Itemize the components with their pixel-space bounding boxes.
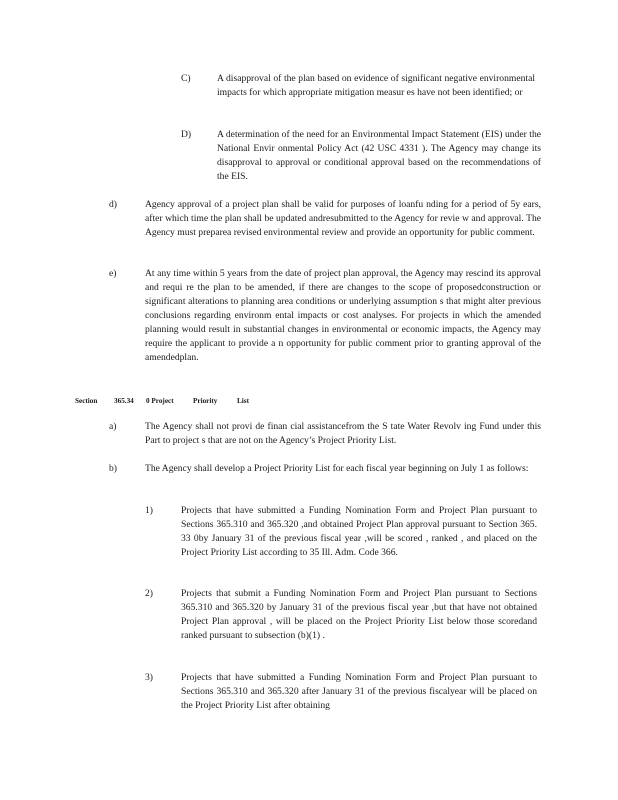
item-label-d: d) (109, 199, 117, 210)
section-word: Section (75, 397, 98, 405)
item-label-c: C) (181, 73, 191, 84)
item-label-a: a) (109, 421, 117, 432)
item-text-b: The Agency shall develop a Project Priority List for each fiscal year beginning on July 1 as follows: (145, 463, 529, 474)
item-label-2: 2) (145, 588, 153, 599)
item-text-a: The Agency shall not provi de finan cial assistancefrom the S tate Water Revolv ing Fund under this Part to project s that are not on the Agency’s Project Priority List. (145, 421, 541, 446)
section-heading (75, 396, 275, 406)
section-title-part-2: Priority (193, 397, 218, 405)
item-label-1: 1) (145, 505, 153, 516)
item-text-d: Agency approval of a project plan shall be valid for purposes of loanfu nding for a period of 5y ears, after which time the plan shall be updated andresubmitted to the Agency for revie w and approval. The Agency must preparea revised environmental review and provide an opportunity for public comment. (145, 199, 541, 238)
section-title-part-1: 0 Project (146, 397, 174, 405)
item-text-d-upper: A determination of the need for an Environmental Impact Statement (EIS) under the National Envir onmental Policy Act (42 USC 4331 ). The Agency may change its disapproval to approval or conditional approval based on the recommendations of the EIS. (217, 129, 541, 182)
item-label-e: e) (109, 268, 117, 279)
section-number: 365.34 (114, 397, 134, 405)
section-title-part-3: List (237, 397, 249, 405)
item-text-c: A disapproval of the plan based on evidence of significant negative environmental impacts for which appropriate mitigation measur es have not been identified; or (217, 73, 535, 98)
item-label-3: 3) (145, 672, 153, 683)
item-text-3: Projects that have submitted a Funding Nomination Form and Project Plan pursuant to Sections 365.310 and 365.320 after January 31 of the previous fiscalyear will be placed on the Project Priority List after obtaining (181, 672, 537, 711)
item-text-1: Projects that have submitted a Funding Nomination Form and Project Plan pursuant to Sections 365.310 and 365.320 ,and obtained Project Plan approval pursuant to Section 365. 33 0by January 31 of the previous fiscal year ,will be scored , ranked , and placed on the Project Priority List according to 35 Ill. Adm. Code 366. (181, 505, 537, 558)
item-label-d-upper: D) (181, 129, 192, 140)
item-label-b: b) (109, 463, 117, 474)
item-text-e: At any time within 5 years from the date of project plan approval, the Agency may rescind its approval and requi re the plan to be amended, if there are changes to the scope of proposedconstruction or significant alterations to planning area conditions or underlying assumption s that might alter previous conclusions regarding environm ental impacts or cost analyses. For projects in which the amended planning would result in substantial changes in environmental or economic impacts, the Agency may require the applicant to provide a n opportunity for public comment prior to granting approval of the amendedplan. (145, 268, 541, 363)
item-text-2: Projects that submit a Funding Nomination Form and Project Plan pursuant to Sections 365.310 and 365.320 by January 31 of the previous fiscal year ,but that have not obtained Project Plan approval , will be placed on the Project Priority List below those scoredand ranked pursuant to subsection (b)(1) . (181, 588, 537, 641)
